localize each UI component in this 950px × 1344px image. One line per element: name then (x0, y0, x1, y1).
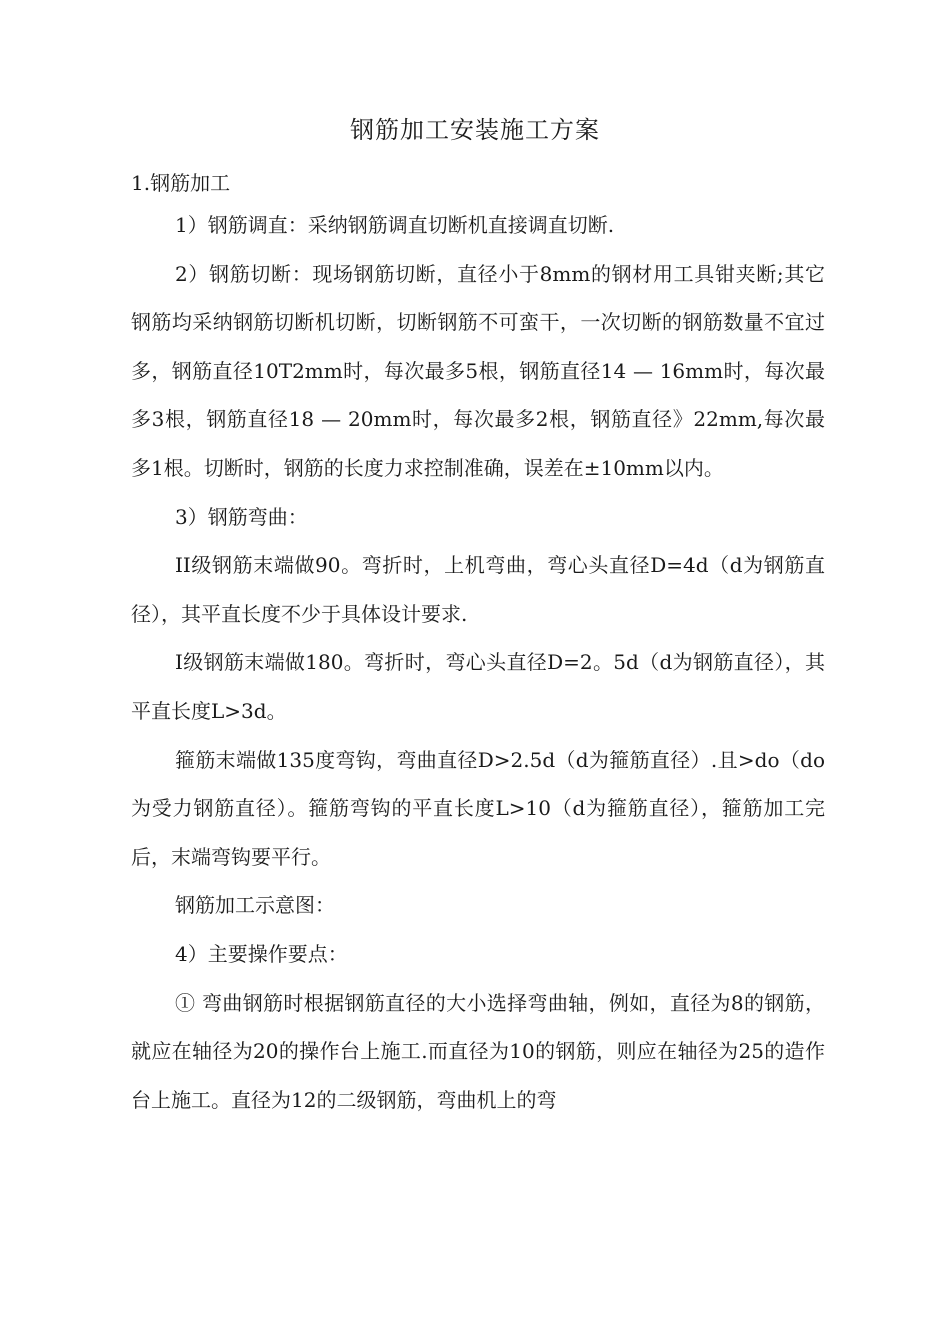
paragraph-key-points-heading: 4）主要操作要点： (175, 941, 348, 966)
document-title: 钢筋加工安装施工方案 (350, 116, 600, 144)
paragraph-diagram-label: 钢筋加工示意图： (175, 893, 335, 918)
paragraph-cutting: 2）钢筋切断：现场钢筋切断，直径小于8mm的钢材用工具钳夹断;其它钢筋均采纳钢筋切断机切断，切断钢筋不可蛮干，一次切断的钢筋数量不宜过多，钢筋直径10T2mm时，每次最多5根，钢筋直径14 — 16mm时，每次最多3根，钢筋直径18 — 20mm时，每次最多2根，钢筋直径》22mm,每次最多1根。切断时，钢筋的长度力求控制准确，误差在±10mm以内。 (131, 261, 825, 480)
paragraph-key-point-1: ① 弯曲钢筋时根据钢筋直径的大小选择弯曲轴，例如，直径为8的钢筋，就应在轴径为20的操作台上施工.而直径为10的钢筋，则应在轴径为25的造作台上施工。直径为12的二级钢筋，弯曲机上的弯 (131, 990, 825, 1112)
paragraph-grade-ii: II级钢筋末端做90。弯折时，上机弯曲，弯心头直径D=4d（d为钢筋直径），其平直长度不少于具体设计要求. (131, 553, 825, 626)
paragraph-grade-i: I级钢筋末端做180。弯折时，弯心头直径D=2。5d（d为钢筋直径），其平直长度L>3d。 (131, 650, 825, 723)
document-body (131, 201, 825, 1124)
paragraph-stirrup: 箍筋末端做135度弯钩，弯曲直径D>2.5d（d为箍筋直径）.且>do（do为受力钢筋直径）。箍筋弯钩的平直长度L>10（d为箍筋直径），箍筋加工完后，末端弯钩要平行。 (131, 747, 825, 869)
section-heading: 1.钢筋加工 (131, 171, 231, 195)
paragraph-bending-heading: 3）钢筋弯曲： (175, 504, 308, 529)
paragraph-straightening: 1）钢筋调直：采纳钢筋调直切断机直接调直切断. (175, 213, 615, 237)
